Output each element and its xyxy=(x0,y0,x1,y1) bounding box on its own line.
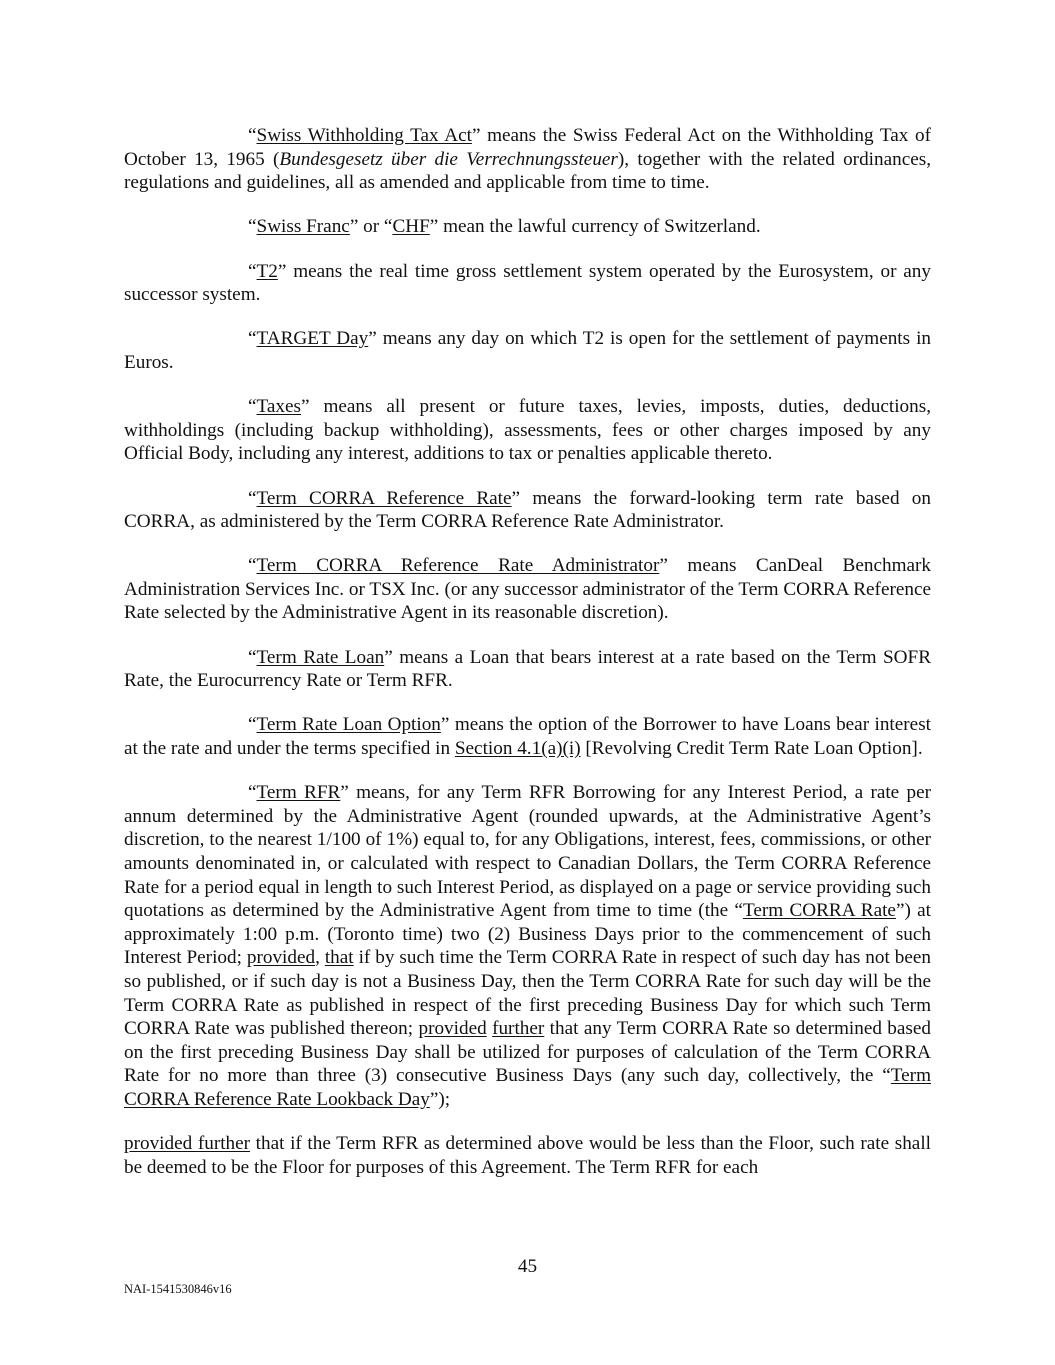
text-run: ” mean the lawful currency of Switzerland. xyxy=(429,216,761,238)
text-run: ” means the forward-looking term rate based on CORRA, as administered by the Term CORRA Reference Rate Administrator. xyxy=(124,487,931,533)
text-run: ” means the option of the Borrower to have Loans bear interest at the rate and under the terms specified in xyxy=(124,714,931,760)
text-run: ” means all present or future taxes, levies, imposts, duties, deductions, withholdings (including backup withholding), assessments, fees or other charges imposed by any Official Body, including any interest, additions to tax or penalties applicable thereto. xyxy=(124,396,931,465)
defined-term: provided xyxy=(246,947,316,969)
defined-term: Swiss Franc xyxy=(256,216,350,238)
text-run: ” means CanDeal Benchmark Administration Services Inc. or TSX Inc. (or any successor administrator of the Term CORRA Reference Rate selected by the Administrative Agent in its reasonable discretion). xyxy=(124,555,932,624)
defined-term: further xyxy=(492,1018,545,1040)
text-run: “ xyxy=(248,216,257,238)
defined-term: CHF xyxy=(392,216,430,238)
definition-term-corra-reference-rate-administrator xyxy=(124,554,931,625)
text-run: that any Term CORRA Rate so determined based on the first preceding Business Day shall be utilized for purposes of calculation of the Term CORRA Rate for no more than three (3) consecutive Business Days (any such day, collectively, the “ xyxy=(124,1018,931,1087)
text-run: “ xyxy=(248,646,257,668)
text-run: , xyxy=(315,947,325,969)
text-run: ”); xyxy=(429,1088,451,1110)
text-run: “ xyxy=(248,328,257,350)
italic-text: Bundesgesetz über die Verrechnungssteuer xyxy=(279,148,618,170)
text-run: ), together with the related ordinances, regulations and guidelines, all as amended and applicable from time to time. xyxy=(124,148,931,194)
definition-swiss-franc xyxy=(124,215,931,239)
defined-term: provided xyxy=(418,1018,487,1040)
defined-term: Term RFR xyxy=(256,782,341,804)
defined-term: Swiss Withholding Tax Act xyxy=(256,125,472,146)
definition-t2 xyxy=(124,260,931,307)
defined-term: Taxes xyxy=(256,396,302,418)
text-run: “ xyxy=(248,396,257,418)
defined-term: that xyxy=(324,947,354,969)
text-run: ” means a Loan that bears interest at a rate based on the Term SOFR Rate, the Eurocurrency Rate or Term RFR. xyxy=(124,646,932,692)
defined-term: Term CORRA Reference Rate Administrator xyxy=(256,555,660,577)
defined-term: TARGET Day xyxy=(256,328,369,350)
defined-term: Section 4.1(a)(i) xyxy=(454,738,581,760)
page-number: 45 xyxy=(517,1256,538,1277)
text-run: “ xyxy=(248,125,257,146)
text-run: “ xyxy=(248,487,257,509)
document-id: NAI-1541530846v16 xyxy=(124,1282,232,1296)
defined-term: Term Rate Loan xyxy=(256,646,385,668)
text-run: ” means any day on which T2 is open for the settlement of payments in Euros. xyxy=(124,328,931,373)
defined-term: Term CORRA Reference Rate xyxy=(256,487,512,509)
defined-term: Term CORRA Reference Rate Lookback Day xyxy=(124,1065,931,1110)
defined-term: Term Rate Loan Option xyxy=(256,714,441,736)
document-body xyxy=(124,124,931,1179)
defined-term: Term CORRA Rate xyxy=(742,900,896,922)
defined-term: provided further xyxy=(124,1133,251,1155)
text-run: [Revolving Credit Term Rate Loan Option]. xyxy=(580,738,923,760)
text-run: “ xyxy=(248,260,257,282)
text-run: ” means the Swiss Federal Act on the Withholding Tax of October 13, 1965 ( xyxy=(124,125,931,170)
definition-swiss-withholding-tax-act xyxy=(124,124,931,195)
text-run: ” or “ xyxy=(349,216,393,238)
definition-term-rate-loan-option xyxy=(124,713,931,760)
definition-target-day xyxy=(124,327,931,374)
text-run: that if the Term RFR as determined above would be less than the Floor, such rate shall be deemed to be the Floor for purposes of this Agreement. The Term RFR for each xyxy=(124,1133,931,1178)
definition-term-corra-reference-rate xyxy=(124,487,931,534)
definition-taxes xyxy=(124,395,931,466)
text-run: ” means the real time gross settlement system operated by the Eurosystem, or any successor system. xyxy=(124,260,931,306)
text-run: ” means, for any Term RFR Borrowing for any Interest Period, a rate per annum determined by the Administrative Agent (rounded upwards, at the Administrative Agent’s discretion, to the nearest 1/100 of 1%) equal to, for any Obligations, interest, fees, commissions, or other amounts denominated in, or calculated with respect to Canadian Dollars, the Term CORRA Reference Rate for a period equal in length to such Interest Period, as displayed on a page or service providing such quotations as determined by the Administrative Agent from time to time (the “ xyxy=(124,782,931,922)
defined-term: T2 xyxy=(256,260,278,282)
text-run: “ xyxy=(248,714,257,736)
text-run: “ xyxy=(248,782,257,804)
text-run: “ xyxy=(248,555,257,577)
definition-term-rate-loan xyxy=(124,646,931,693)
definition-term-rfr xyxy=(124,781,931,1111)
text-run: ”) at approximately 1:00 p.m. (Toronto time) two (2) Business Days prior to the commencement of such Interest Period; xyxy=(124,900,931,969)
text-run: if by such time the Term CORRA Rate in respect of such day has not been so published, or if such day is not a Business Day, then the Term CORRA Rate for such day will be the Term CORRA Rate as published in respect of the first preceding Business Day for which such Term CORRA Rate was published thereon; xyxy=(124,947,931,1040)
definition-provided-further xyxy=(124,1132,931,1179)
